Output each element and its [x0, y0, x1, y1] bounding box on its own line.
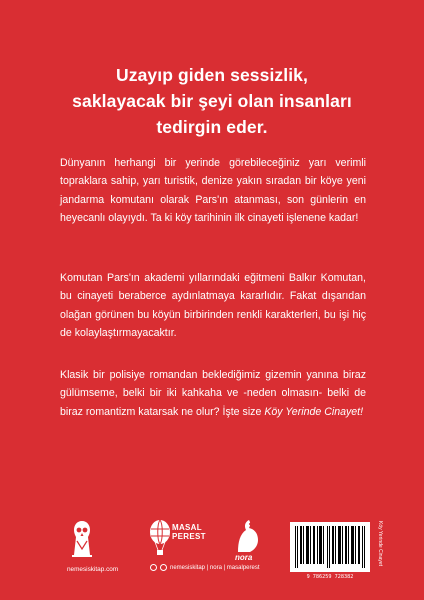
spine-title: Köy Yerinde Cinayet [377, 521, 383, 567]
book-title-inline: Köy Yerinde Cinayet! [264, 405, 364, 418]
blurb-paragraph-1: Dünyanın herhangi bir yerinde görebileceğiniz yarı verimli topraklara sahip, yarı turistik, denize yakın sıradan bir köye yeni jandarma komutanı olarak Pars'ın atanması, son günlerin en heyecanlı olayıydı. Ta ki köy tarihinin ilk cinayeti işlenene kadar! [60, 157, 366, 225]
blurb-paragraph-3 [60, 366, 366, 421]
masal-perest-wordmark [172, 523, 206, 541]
masal-line-2: PEREST [172, 532, 206, 541]
instagram-icon [150, 564, 157, 571]
nora-logo [232, 518, 262, 554]
nemesis-owl-logo [70, 519, 94, 559]
headline-line-2: saklayacak bir şeyi olan insanları [72, 91, 352, 111]
isbn-digits: 9 786259 728382 [306, 574, 354, 580]
headline-line-1: Uzayıp giden sessizlik, [116, 65, 308, 85]
headline [40, 62, 384, 140]
masal-line-1: MASAL [172, 523, 202, 532]
x-icon [160, 564, 167, 571]
social-handles-text: nemesiskitap | nora | masalperest [170, 564, 260, 571]
nora-wordmark: nora [235, 553, 253, 562]
blurb-paragraph-2: Komutan Pars'ın akademi yıllarındaki eğitmeni Balkır Komutan, bu cinayeti beraberce aydınlatmaya kararlıdır. Fakat dışarıdan olağan görünen bu köyün birbirinden renkli karakterleri, bu işi hiç de kolaylaştırmayacaktır. [60, 272, 366, 340]
blurb-paragraph-3-text: Klasik bir polisiye romandan beklediğimiz gizemin yanına biraz gülümseme, belki bir iki kahkaha ve -neden olmasın- belki de biraz romantizm katarsak ne olur? İşte size [60, 369, 366, 418]
social-handles [150, 564, 260, 571]
headline-line-3: tedirgin eder. [156, 117, 268, 137]
isbn-barcode [290, 522, 370, 572]
website-url: nemesiskitap.com [67, 566, 119, 573]
